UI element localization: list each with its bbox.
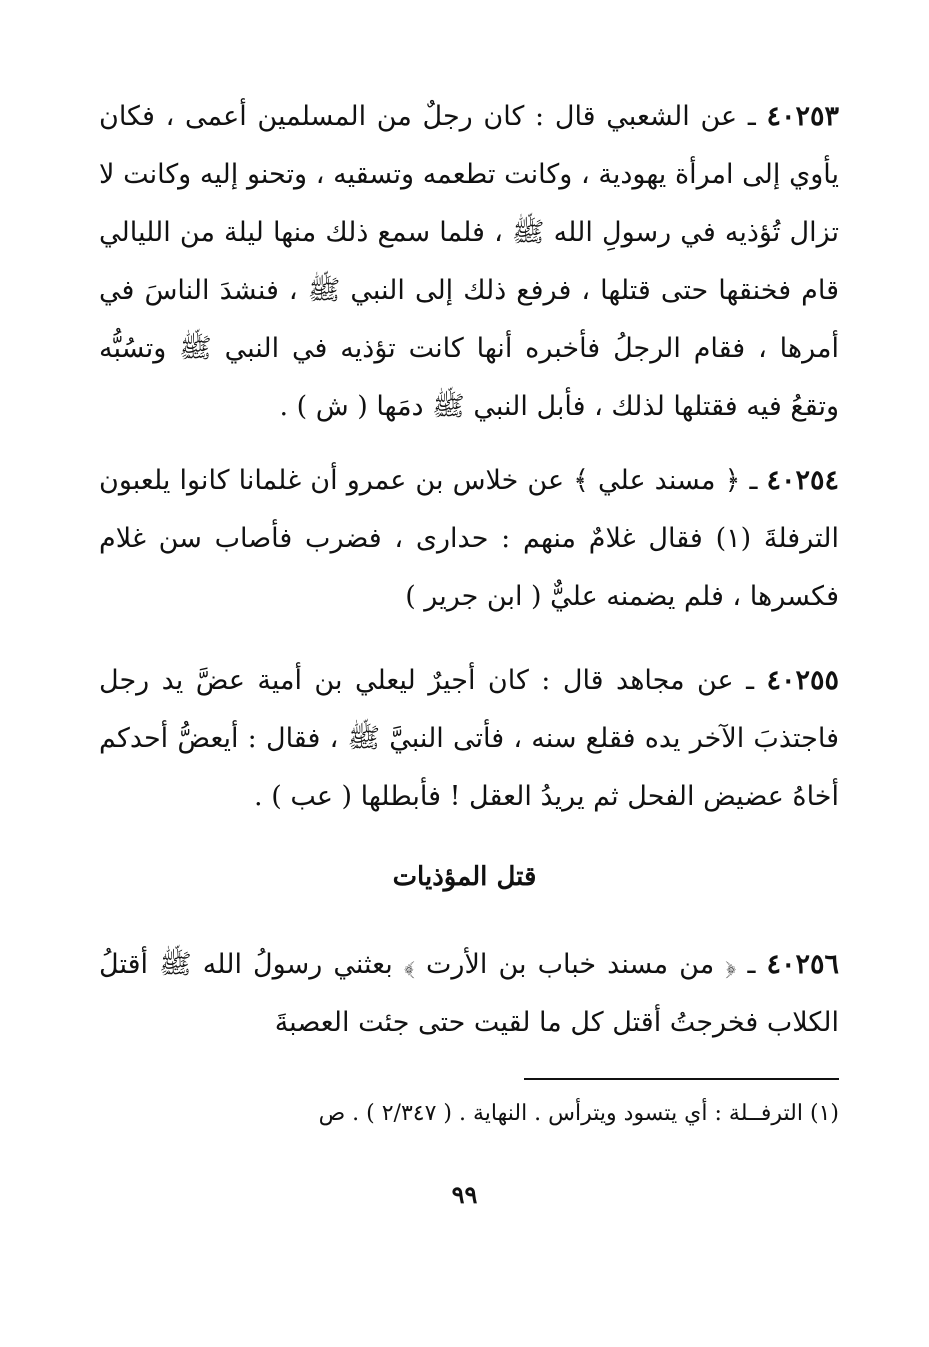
hadith-text: ـ ﴿ من مسند خباب بن الأرت ﴾ بعثني رسولُ الله ﷺ أقتلُ الكلاب فخرجتُ أقتل كل ما لقيت حتى جئت العصبةَ (99, 949, 839, 1038)
hadith-40256 (99, 936, 839, 1052)
hadith-text: ـ ﴿ مسند علي ﴾ عن خلاس بن عمرو أن غلمانا كانوا يلعبون الترفلةَ (١) فقال غلامٌ منهم : حدارى ، فضرب فأصاب سن غلام فكسرها ، فلم يضمنه عليٌّ ( ابن جرير ) (99, 465, 839, 612)
footnote: (١) الترفــلة : أي يتسود ويترأس . النهاية . ( ٢/٣٤٧ ) . ص (318, 1101, 839, 1126)
section-heading: قتل المؤذيات (392, 862, 537, 892)
hadith-40253 (99, 88, 839, 436)
page-number: ٩٩ (451, 1180, 478, 1209)
hadith-40254 (99, 452, 839, 626)
hadith-40255 (99, 652, 839, 826)
hadith-text: ـ عن الشعبي قال : كان رجلٌ من المسلمين أعمى ، فكان يأوي إلى امرأة يهودية ، وكانت تطعمه وتسقيه ، وتحنو إليه وكانت لا تزال تُؤذيه في رسولِ الله ﷺ ، فلما سمع ذلك منها ليلة من الليالي قام فخنقها حتى قتلها ، فرفع ذلك إلى النبي ﷺ ، فنشدَ الناسَ في أمرها ، فقام الرجلُ فأخبره أنها كانت تؤذيه في النبي ﷺ وتسُبُّه وتقعُ فيه فقتلها لذلك ، فأبل النبي ﷺ دمَها ( ش ) . (99, 101, 839, 422)
hadith-number: ٤٠٢٥٤ (766, 465, 839, 496)
hadith-number: ٤٠٢٥٥ (766, 665, 839, 696)
hadith-number: ٤٠٢٥٦ (766, 949, 839, 980)
hadith-text: ـ عن مجاهد قال : كان أجيرٌ ليعلي بن أمية عضَّ يد رجل فاجتذبَ الآخر يده فقلع سنه ، فأتى النبيَّ ﷺ ، فقال : أيعضُّ أحدكم أخاهُ عضيض الفحل ثم يريدُ العقل ! فأبطلها ( عب ) . (99, 665, 839, 812)
hadith-number: ٤٠٢٥٣ (766, 101, 840, 132)
footnote-divider (524, 1078, 839, 1080)
